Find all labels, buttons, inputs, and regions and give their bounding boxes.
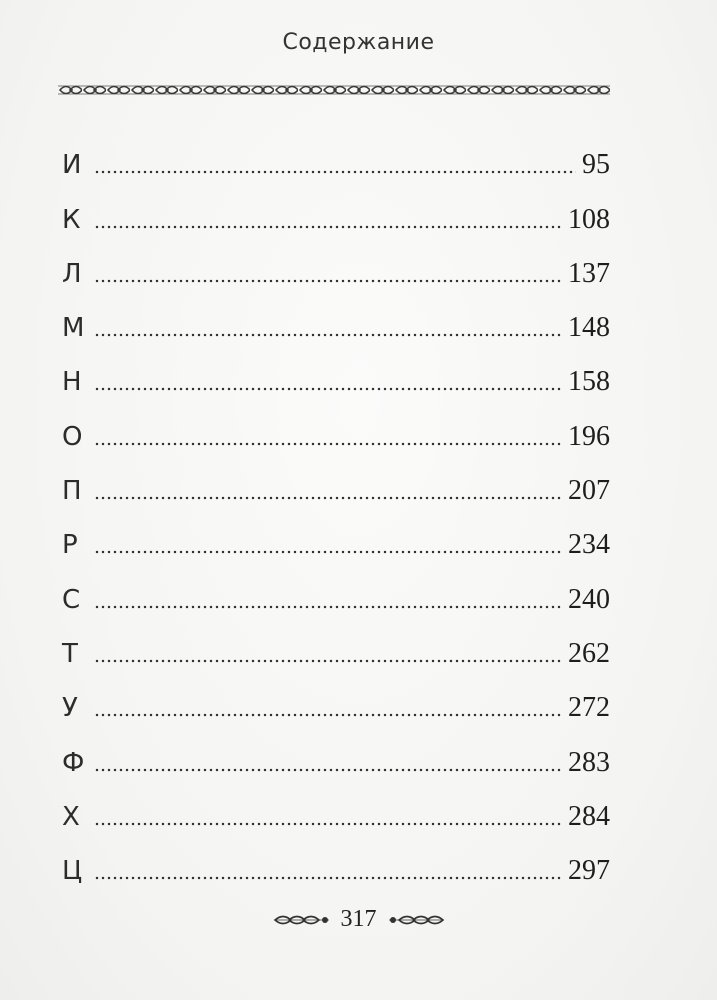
page-number: 317 [340,906,377,932]
toc-entry-page: 108 [568,203,610,235]
toc-entry[interactable] [62,834,610,888]
toc-dot-leader [94,876,562,880]
toc-entry-page: 137 [568,257,610,289]
toc-entry-letter: Т [62,638,78,669]
toc-entry-page: 207 [568,475,610,507]
toc-entry[interactable] [62,562,610,616]
toc-dot-leader [94,225,562,229]
toc-entry[interactable] [62,725,610,779]
toc-entry[interactable] [62,237,610,291]
decorative-chain-border-icon [58,80,610,100]
page-footer [0,906,717,933]
toc-entry-page: 240 [568,583,610,615]
toc-entry-letter: Н [62,367,82,398]
toc-entry-letter: И [62,150,82,181]
toc-dot-leader [94,550,562,554]
toc-entry-page: 284 [568,800,610,832]
toc-entry-page: 196 [568,420,610,452]
toc-dot-leader [94,713,562,717]
toc-entry[interactable] [62,617,610,671]
toc-entry-letter: М [62,313,85,344]
toc-entry[interactable] [62,508,610,562]
toc-dot-leader [94,170,576,174]
toc-dot-leader [94,605,562,609]
toc-entry[interactable] [62,454,610,508]
toc-entry-page: 272 [568,692,610,724]
toc-entry-letter: П [62,476,82,507]
toc-dot-leader [94,387,562,391]
toc-entry-letter: Р [62,530,78,561]
toc-entry-letter: К [62,204,81,235]
toc-entry-page: 297 [568,855,610,887]
toc-entry-letter: Ф [62,747,85,778]
toc-entry-page: 234 [568,529,610,561]
toc-entry-letter: Л [62,258,82,289]
toc-dot-leader [94,768,562,772]
toc-entry-page: 262 [568,637,610,669]
toc-entry[interactable] [62,780,610,834]
toc-dot-leader [94,822,562,826]
toc-entry-page: 283 [568,746,610,778]
toc-dot-leader [94,442,562,446]
toc-entry[interactable] [62,399,610,453]
toc-dot-leader [94,279,562,283]
toc-entry-page: 148 [568,312,610,344]
toc-entry[interactable] [62,345,610,399]
toc-entry-letter: Ц [62,856,83,887]
right-ornament-icon [387,912,445,928]
toc-entry-letter: С [62,584,81,615]
toc-entry-page: 95 [582,149,610,181]
toc-entry[interactable] [62,671,610,725]
toc-dot-leader [94,659,562,663]
toc-entry[interactable] [62,128,610,182]
toc-entry[interactable] [62,182,610,236]
left-ornament-icon [273,912,331,928]
toc-entry-letter: О [62,421,83,452]
toc-dot-leader [94,333,562,337]
toc-entry-letter: У [62,693,78,724]
toc-entry-page: 158 [568,366,610,398]
toc-entry-letter: Х [62,801,80,832]
toc-entry[interactable] [62,291,610,345]
table-of-contents [62,128,610,888]
page-header-title: Содержание [282,30,435,55]
toc-dot-leader [94,496,562,500]
